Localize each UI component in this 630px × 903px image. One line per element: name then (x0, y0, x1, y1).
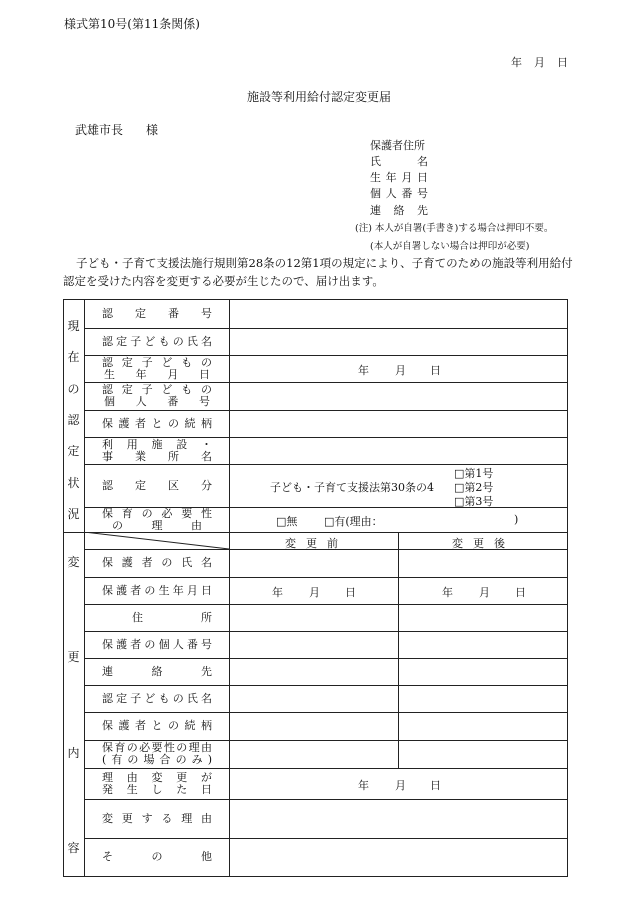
label-guardian-birth: 保護者の生年月日 (102, 584, 212, 597)
date-day: 日 (557, 56, 568, 69)
value-child-id[interactable] (230, 382, 567, 410)
applicant-id-label: 個人番号 (370, 187, 428, 200)
current-status-side-label: 現 在 の 認 定 状 況 (67, 319, 80, 521)
value-guardian-birth-before[interactable]: 年 月 日 (272, 586, 356, 599)
applicant-contact-label: 連絡先 (370, 204, 428, 217)
value-category (230, 464, 567, 507)
date-month: 月 (534, 56, 545, 69)
value-other[interactable] (230, 838, 567, 876)
value-facility[interactable] (230, 437, 567, 464)
label-guardian-name: 保護者の氏名 (102, 556, 212, 569)
label-child-name: 認定子どもの氏名 (102, 335, 212, 348)
label-necessity: 保育の必要性 の理由 (102, 506, 212, 532)
addressee-name: 武雄市長 (75, 123, 124, 137)
label-change-relation: 保護者との続柄 (102, 719, 212, 732)
label-reason: 変更する理由 (102, 812, 212, 825)
label-change-date: 理由変更が 発生した日 (102, 770, 212, 796)
label-category: 認定区分 (102, 479, 212, 492)
value-relation[interactable] (230, 410, 567, 437)
applicant-birth-label: 生年月日 (370, 171, 428, 184)
label-change-child-name: 認定子どもの氏名 (102, 692, 212, 705)
value-child-birth[interactable]: 年 月 日 (358, 364, 441, 377)
value-guardian-birth-after[interactable]: 年 月 日 (442, 586, 526, 599)
label-change-necessity: 保育の必要性の理由 (有の場合のみ) (102, 741, 212, 766)
category-option-3[interactable]: □第3号 (454, 495, 494, 508)
value-change-date[interactable]: 年 月 日 (358, 779, 441, 792)
label-relation: 保護者との続柄 (102, 417, 212, 430)
header-after: 変更後 (452, 537, 515, 550)
seal-note-1: (注) 本人が自署(手書き)する場合は押印不要。 (355, 223, 554, 234)
value-necessity (230, 507, 567, 532)
category-option-2[interactable]: □第2号 (454, 481, 494, 494)
page-title: 施設等利用給付認定変更届 (247, 90, 392, 104)
label-address: 住所 (132, 611, 212, 624)
seal-note-2: (本人が自署しない場合は押印が必要) (370, 241, 530, 252)
value-child-name[interactable] (230, 328, 567, 355)
category-option-1[interactable]: □第1号 (454, 467, 494, 480)
label-child-id: 認定子どもの 個人番号 (102, 383, 212, 408)
necessity-none-checkbox[interactable]: □無 (276, 515, 298, 528)
label-facility: 利用施設・ 事業所名 (102, 437, 212, 463)
label-child-birth: 認定子どもの 生年月日 (102, 355, 212, 381)
value-cert-number[interactable] (230, 299, 567, 328)
diagonal-header-line (84, 532, 230, 550)
header-before: 変更前 (285, 537, 348, 550)
necessity-yes-checkbox[interactable]: □有(理由： (324, 515, 383, 528)
change-content-side-label: 変 更 内 容 (67, 555, 80, 855)
applicant-address-label: 保護者住所 (370, 139, 425, 152)
applicant-name-label: 氏名 (370, 155, 428, 168)
date-year: 年 (511, 56, 522, 69)
statement-line-2: 認定を受けた内容を変更する必要が生じたので、届け出ます。 (63, 274, 384, 288)
label-other: その他 (102, 850, 212, 863)
category-law-text: 子ども・子育て支援法第30条の4 (270, 481, 434, 494)
statement-line-1: 子ども・子育て支援法施行規則第28条の12第1項の規定により、子育てのための施設等利用給付 (76, 256, 573, 270)
addressee-honorific: 様 (146, 123, 159, 137)
label-cert-number: 認定番号 (102, 307, 212, 320)
label-contact: 連絡先 (102, 665, 212, 678)
label-guardian-id: 保護者の個人番号 (102, 638, 212, 651)
value-reason[interactable] (230, 799, 567, 838)
form-number: 様式第10号(第11条関係) (64, 17, 200, 31)
necessity-close-paren: ) (514, 513, 519, 526)
